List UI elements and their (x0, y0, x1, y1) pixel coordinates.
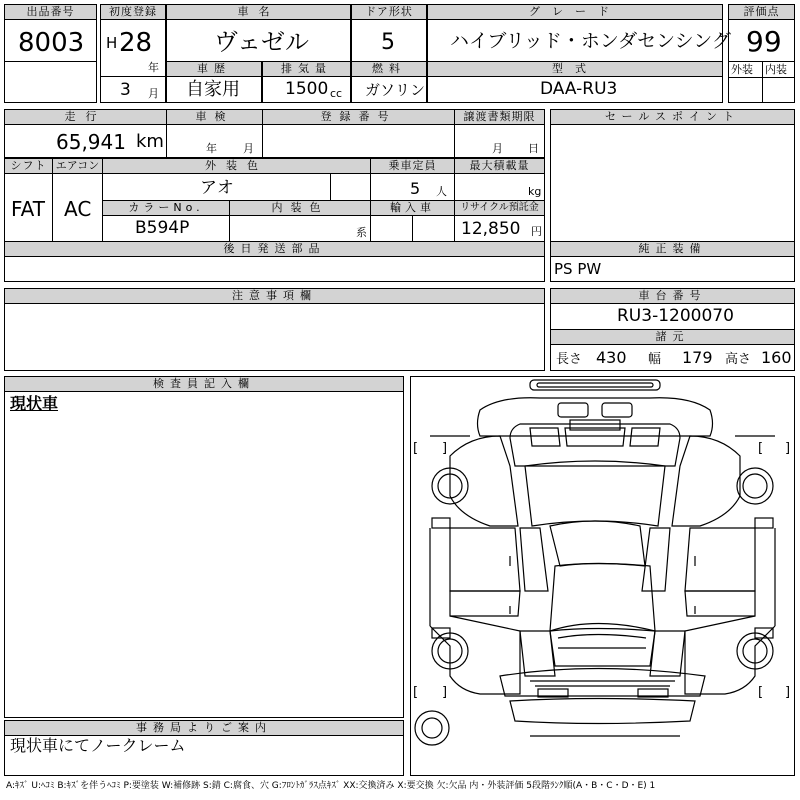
length-value: 430 (596, 348, 627, 367)
width-value: 179 (682, 348, 713, 367)
score-label: 評価点 (728, 4, 795, 20)
inspector-box (4, 376, 404, 718)
inspector-value: 現状車 (10, 394, 59, 413)
first-reg-year: 28 (119, 28, 153, 58)
first-reg-era: H (106, 34, 118, 52)
displacement-unit: cc (330, 87, 343, 100)
lot-number-label: 出品番号 (4, 4, 97, 20)
ext-color-value: アオ (200, 178, 234, 198)
first-reg-year-unit: 年 (148, 61, 159, 74)
sales-point-box (550, 109, 795, 242)
capacity-label: 乗車定員 (370, 158, 455, 174)
recycle-label: リサイクル預託金 (454, 200, 545, 216)
int-score-label: 内装 (765, 63, 787, 76)
equipment-value: PS PW (554, 260, 602, 278)
transfer-month-unit: 月 (492, 142, 503, 155)
mileage-value: 65,941 (56, 130, 126, 154)
diagram-bracket-fr-close: ] (785, 441, 791, 456)
max-load-unit: kg (528, 185, 542, 198)
diagram-bracket-fl-close: ] (442, 441, 448, 456)
aircon-value: AC (64, 197, 92, 221)
recycle-unit: 円 (531, 225, 542, 238)
inspector-label: 検査員記入欄 (4, 376, 404, 392)
history-label: 車歴 (166, 61, 262, 77)
shift-label: シフト (4, 158, 53, 174)
mileage-label: 走行 (4, 109, 167, 125)
grade-label: グレード (427, 4, 723, 20)
height-label: 高さ (725, 352, 752, 367)
diagram-bracket-fr: [ (758, 441, 764, 456)
import-label: 輸入車 (370, 200, 455, 216)
diagram-bracket-rl-close: ] (442, 685, 448, 700)
later-parts-label: 後日発送部品 (4, 241, 545, 257)
model-value: DAA-RU3 (540, 79, 618, 99)
history-value: 自家用 (186, 79, 240, 100)
sales-point-label: セールスポイント (550, 109, 795, 125)
inspection-month-unit: 月 (243, 142, 254, 155)
door-value: 5 (381, 30, 395, 55)
notes-label: 注意事項欄 (4, 288, 545, 304)
mileage-unit: km (136, 131, 164, 152)
transfer-day-unit: 日 (528, 142, 539, 155)
score-value: 99 (746, 25, 782, 58)
transfer-label: 譲渡書類期限 (454, 109, 545, 125)
int-color-label: 内装色 (229, 200, 371, 216)
chassis-label: 車台番号 (550, 288, 795, 304)
shift-value: FAT (11, 197, 46, 221)
legend-text: A:ｷｽﾞ U:ﾍｺﾐ B:ｷｽﾞを伴うﾍｺﾐ P:要塗装 W:補修跡 S:錆 C:腐食、穴 G:ﾌﾛﾝﾄｶﾞﾗｽ点ｷｽﾞ XX:交換済み X:要交換 欠:欠品 内・外装評価 5段階ﾗﾝｸ順(A・B・C・D・E) 1 (6, 781, 656, 791)
first-reg-divider (100, 76, 166, 77)
score-divider-v (762, 61, 763, 103)
capacity-unit: 人 (436, 185, 447, 198)
displacement-label: 排気量 (262, 61, 351, 77)
model-label: 型式 (427, 61, 723, 77)
first-reg-month: 3 (120, 80, 131, 100)
car-name-label: 車名 (166, 4, 351, 20)
equipment-label: 純正装備 (550, 241, 795, 257)
color-no-value: B594P (135, 218, 190, 238)
car-name: ヴェゼル (214, 28, 310, 56)
int-color-unit: 系 (356, 226, 367, 239)
fuel-label: 燃料 (351, 61, 427, 77)
displacement-value: 1500 (285, 79, 329, 99)
aircon-label: エアコン (52, 158, 103, 174)
lot-divider (4, 61, 97, 62)
capacity-value: 5 (410, 179, 421, 198)
ext-color-label: 外装色 (102, 158, 371, 174)
dims-label: 諸元 (550, 329, 795, 345)
office-value: 現状車にてノークレーム (10, 736, 186, 755)
first-reg-label: 初度登録 (100, 4, 166, 20)
lot-number: 8003 (18, 28, 85, 58)
first-reg-month-unit: 月 (148, 87, 159, 100)
grade-value: ハイブリッド・ホンダセンシング (450, 30, 731, 52)
chassis-value: RU3-1200070 (617, 306, 734, 326)
recycle-value: 12,850 (461, 219, 521, 239)
reg-no-label: 登録番号 (262, 109, 455, 125)
diagram-bracket-rr-close: ] (785, 685, 791, 700)
diagram-bracket-rr: [ (758, 685, 764, 700)
office-label: 事務局よりご案内 (4, 720, 404, 736)
diagram-bracket-rl: [ (413, 685, 419, 700)
max-load-label: 最大積載量 (454, 158, 545, 174)
fuel-value: ガソリン (365, 81, 426, 99)
ext-score-label: 外装 (731, 63, 753, 76)
import-divider (412, 216, 413, 242)
inspection-year-unit: 年 (206, 142, 217, 155)
length-label: 長さ (556, 352, 583, 367)
ext-color-divider (330, 174, 331, 201)
height-value: 160 (761, 348, 792, 367)
door-label: ドア形状 (351, 4, 427, 20)
car-diagram (410, 376, 795, 776)
inspection-label: 車検 (166, 109, 263, 125)
diagram-bracket-fl: [ (413, 441, 419, 456)
color-no-label: カラーNo. (102, 200, 230, 216)
width-label: 幅 (648, 352, 662, 367)
